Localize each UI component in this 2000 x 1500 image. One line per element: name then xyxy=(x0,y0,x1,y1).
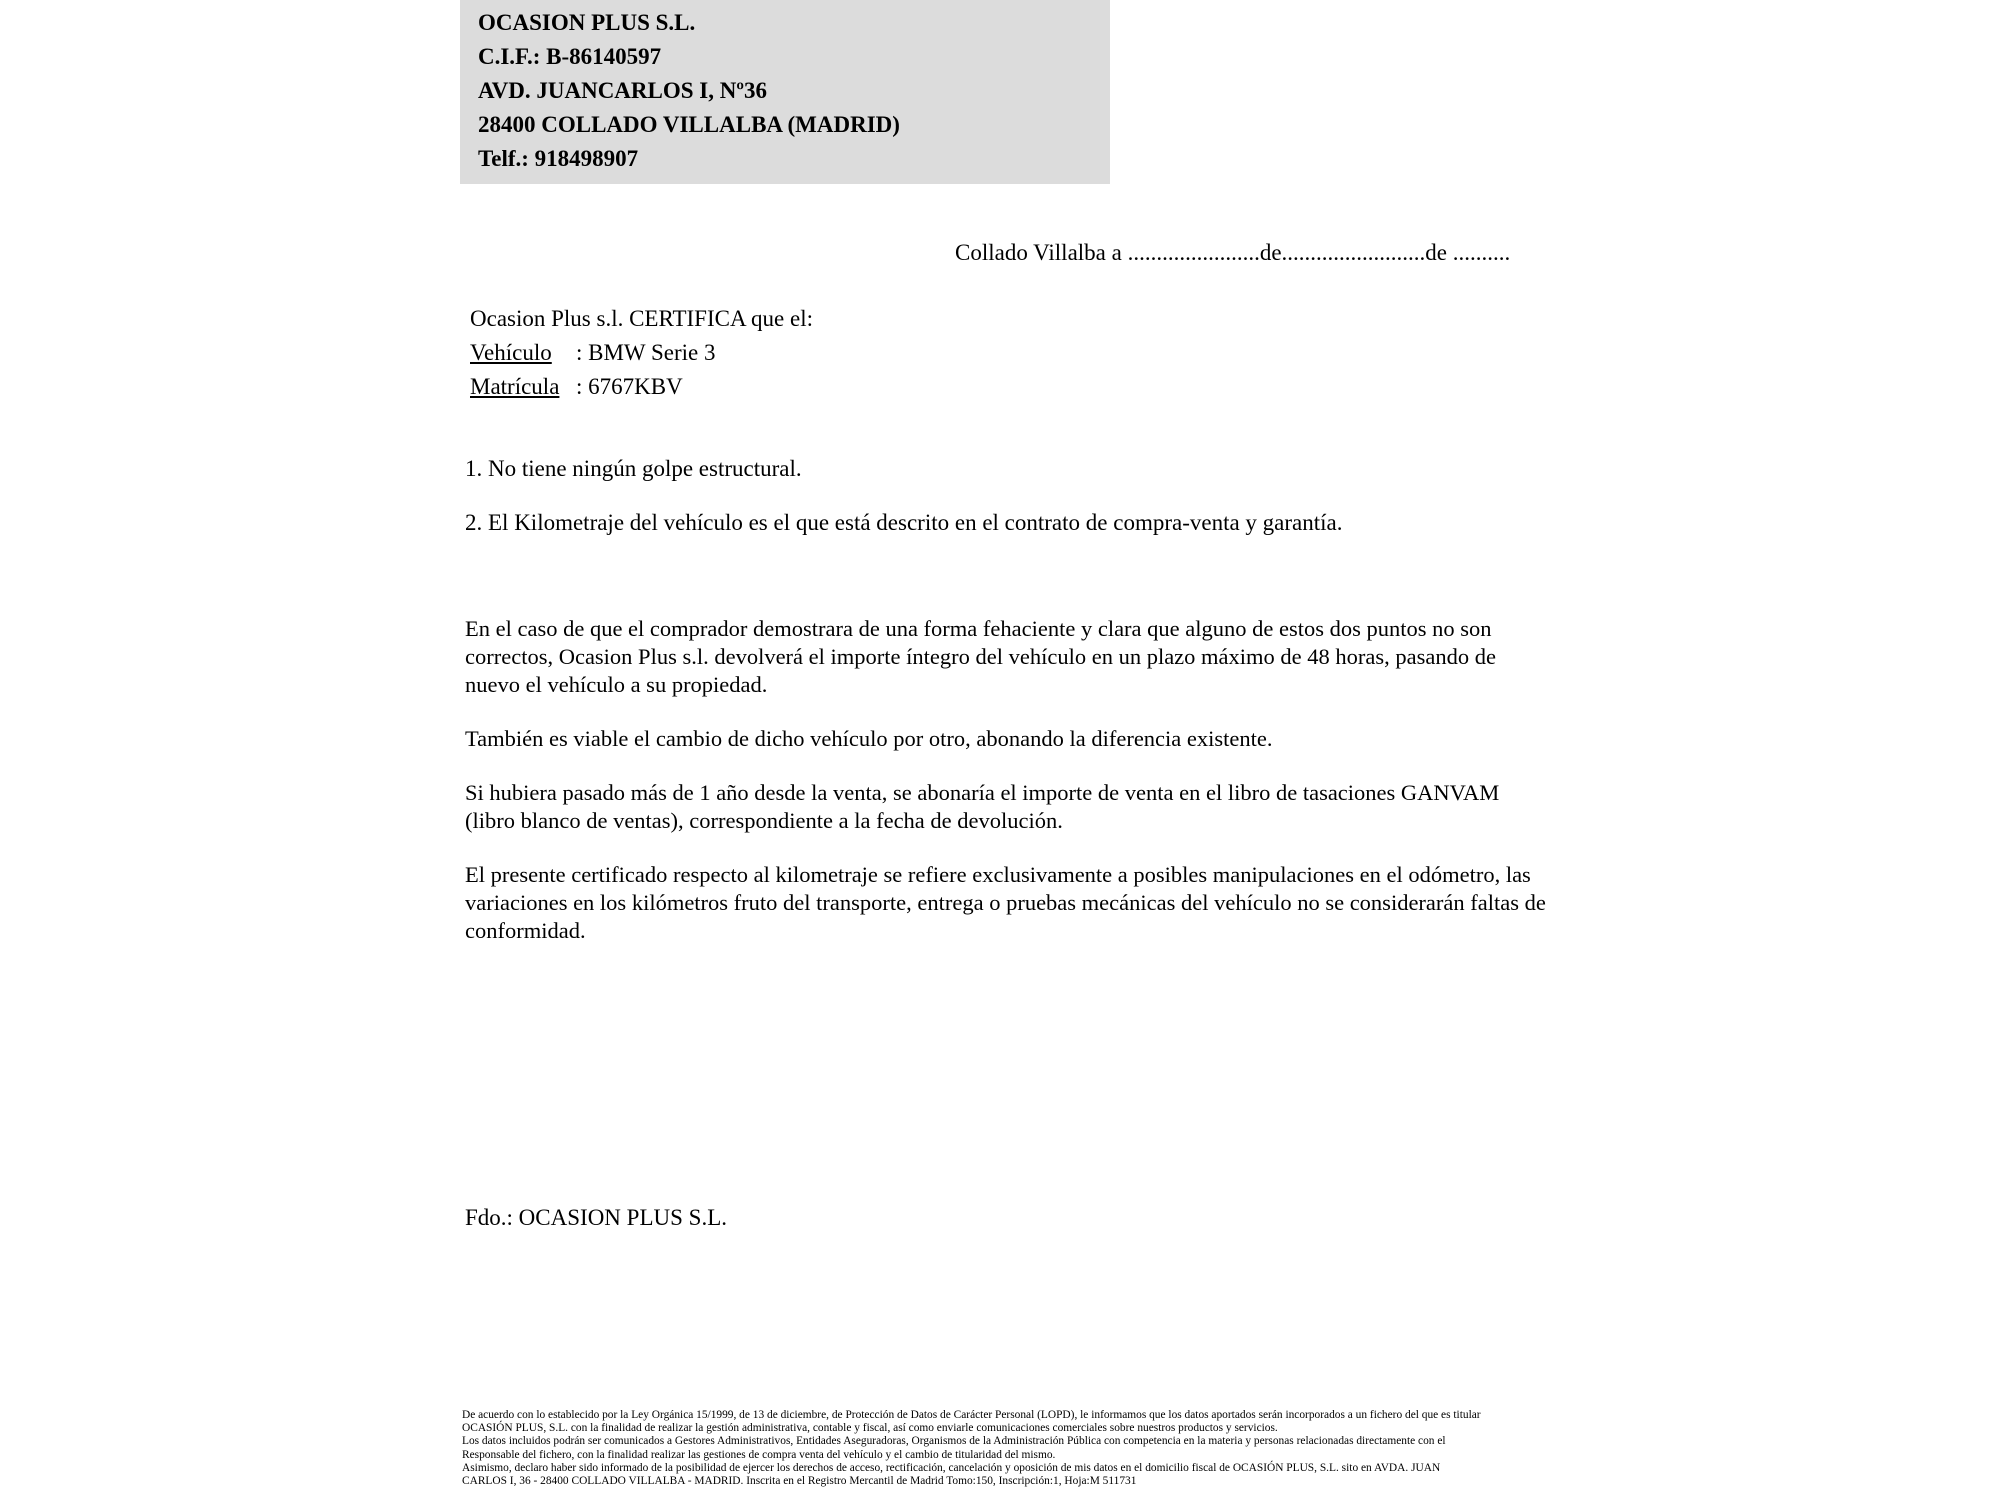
company-name: OCASION PLUS S.L. xyxy=(478,10,696,35)
paragraph-odometer-disclaimer: El presente certificado respecto al kilometraje se refiere exclusivamente a posibles manipulaciones en el odómetro, las variaciones en los kilómetros fruto del transporte, entrega o pruebas mecánicas del vehículo no se considerarán faltas de conformidad. xyxy=(465,862,1546,943)
paragraph-ganvam-valuation: Si hubiera pasado más de 1 año desde la venta, se abonaría el importe de venta en el libro de tasaciones GANVAM (libro blanco de ventas), correspondiente a la fecha de devolución. xyxy=(465,780,1500,833)
vehicle-value: : BMW Serie 3 xyxy=(576,340,716,365)
certified-point-2: 2. El Kilometraje del vehículo es el que está descrito en el contrato de compra-venta y garantía. xyxy=(465,510,1343,535)
plate-value: : 6767KBV xyxy=(576,374,683,399)
company-header-box xyxy=(460,0,1110,184)
company-phone: Telf.: 918498907 xyxy=(478,146,639,171)
legal-footer-line-5: Asimismo, declaro haber sido informado de la posibilidad de ejercer los derechos de acceso, rectificación, cancelación y oposición de mis datos en el domicilio fiscal de OCASIÓN PLUS, S.L. sito en AVDA. JUAN xyxy=(462,1461,1441,1474)
legal-footer-line-1: De acuerdo con lo establecido por la Ley Orgánica 15/1999, de 13 de diciembre, de Protección de Datos de Carácter Personal (LOPD), le informamos que los datos aportados serán incorporados a un fichero del que es titular xyxy=(462,1409,1481,1421)
company-address: AVD. JUANCARLOS I, Nº36 xyxy=(478,78,767,103)
legal-footer-line-3: Los datos incluidos podrán ser comunicados a Gestores Administrativos, Entidades Aseguradoras, Organismos de la Administración Pública con competencia en la materia y personas relacionadas directamente con el xyxy=(462,1435,1446,1448)
paragraph-exchange-option: También es viable el cambio de dicho vehículo por otro, abonando la diferencia existente. xyxy=(465,726,1273,751)
plate-label: Matrícula xyxy=(470,374,560,399)
signature-line: Fdo.: OCASION PLUS S.L. xyxy=(465,1205,727,1230)
company-city: 28400 COLLADO VILLALBA (MADRID) xyxy=(478,112,900,137)
legal-footer-line-2: OCASIÓN PLUS, S.L. con la finalidad de realizar la gestión administrativa, contable y fiscal, así como enviarle comunicaciones comerciales sobre nuestros productos y servicios. xyxy=(462,1422,1278,1435)
body-paragraphs xyxy=(465,615,1547,971)
legal-footer xyxy=(462,1409,1572,1488)
legal-footer-line-4: Responsable del fichero, con la finalidad realizar las gestiones de compra venta del vehículo y el cambio de titularidad del mismo. xyxy=(462,1448,1056,1461)
company-cif: C.I.F.: B-86140597 xyxy=(478,44,662,69)
vehicle-label: Vehículo xyxy=(470,340,552,365)
certification-block xyxy=(470,302,813,404)
plate-row xyxy=(470,370,813,404)
vehicle-row xyxy=(470,336,813,370)
date-line: Collado Villalba a .......................de.........................de .......... xyxy=(955,240,1511,265)
legal-footer-line-6: CARLOS I, 36 - 28400 COLLADO VILLALBA - MADRID. Inscrita en el Registro Mercantil de Madrid Tomo:150, Inscripción:1, Hoja:M 511731 xyxy=(462,1475,1137,1488)
certified-point-1: 1. No tiene ningún golpe estructural. xyxy=(465,456,802,481)
certification-intro: Ocasion Plus s.l. CERTIFICA que el: xyxy=(470,306,813,331)
paragraph-refund-terms: En el caso de que el comprador demostrara de una forma fehaciente y clara que alguno de estos dos puntos no son correctos, Ocasion Plus s.l. devolverá el importe íntegro del vehículo en un plazo máximo de 48 horas, pasando de nuevo el vehículo a su propiedad. xyxy=(465,616,1496,697)
